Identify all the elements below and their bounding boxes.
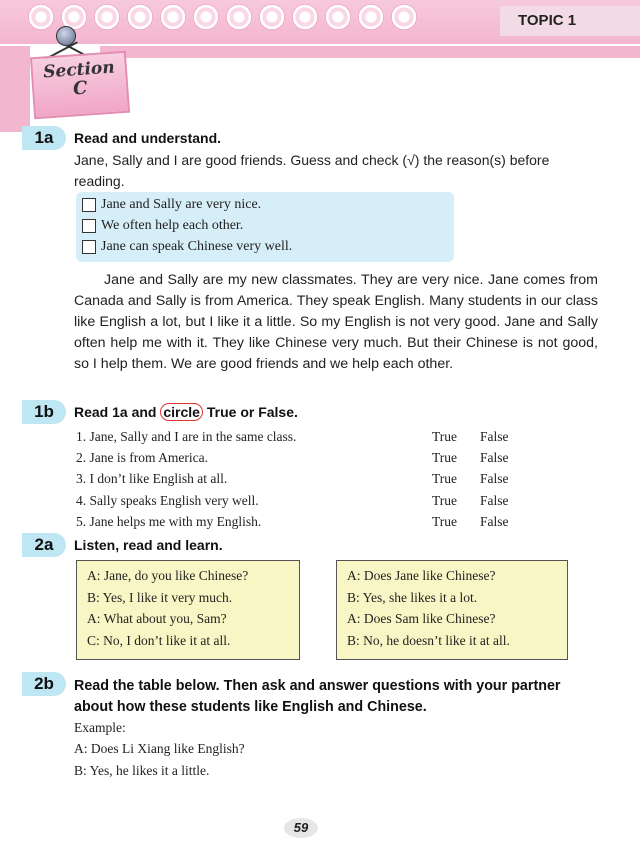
dialog-box-left [76, 560, 300, 660]
option-label: We often help each other. [101, 218, 244, 233]
circle-word: circle [160, 403, 203, 421]
checkbox-icon[interactable] [82, 219, 96, 233]
dialog-box-right [336, 560, 568, 660]
circle-decoration-icon [94, 4, 120, 30]
exercise-badge-1a: 1a [22, 126, 66, 150]
header-strip [100, 46, 640, 58]
topic-label: TOPIC 1 [500, 6, 640, 36]
true-option[interactable]: True [432, 514, 458, 529]
pushpin-icon [56, 26, 76, 46]
false-option[interactable]: False [480, 471, 509, 486]
left-edge-strip [0, 46, 30, 132]
false-option[interactable]: False [480, 429, 509, 444]
reading-passage: Jane and Sally are my new classmates. They are very nice. Jane comes from Canada and Sally is from America. They speak English. Many students in our class like English a lot, but I like it a little. So my English is not very good. Jane and Sally often help me with it. They like Chinese very much. But their Chinese is not good, so I help them. We are good friends and we help each other. [74, 272, 598, 372]
circle-decoration-icon [325, 4, 351, 30]
section-word: Section [42, 57, 116, 83]
true-option[interactable]: True [432, 450, 458, 465]
example-label: Example: [74, 720, 126, 735]
circle-decoration-icon [358, 4, 384, 30]
statement: 1. Jane, Sally and I are in the same class. [76, 429, 297, 444]
page-number: 59 [284, 818, 318, 838]
exercise-badge-2b: 2b [22, 672, 66, 696]
circle-decoration-icon [160, 4, 186, 30]
exercise-badge-1b: 1b [22, 400, 66, 424]
check-option[interactable] [82, 239, 292, 255]
statement: 5. Jane helps me with my English. [76, 514, 262, 529]
dialog-line: A: Does Jane like Chinese? [347, 568, 496, 583]
true-option[interactable]: True [432, 493, 458, 508]
section-tag [30, 51, 130, 120]
dialog-line: A: Jane, do you like Chinese? [87, 568, 249, 583]
exercise-instruction-1a: Jane, Sally and I are good friends. Guess and check (√) the reason(s) before reading. [74, 152, 550, 189]
dialog-line: B: No, he doesn’t like it at all. [347, 632, 510, 648]
example-line-a: A: Does Li Xiang like English? [74, 741, 245, 756]
circle-decoration-icon [226, 4, 252, 30]
title-text: True or False. [202, 404, 298, 420]
statement: 3. I don’t like English at all. [76, 471, 228, 486]
checkbox-icon[interactable] [82, 240, 96, 254]
false-option[interactable]: False [480, 493, 509, 508]
section-letter: C [72, 77, 89, 100]
circle-decoration-icon [292, 4, 318, 30]
option-label: Jane and Sally are very nice. [101, 197, 262, 212]
circle-decoration-icon [193, 4, 219, 30]
statement: 4. Sally speaks English very well. [76, 493, 259, 508]
exercise-title-1b [74, 404, 298, 420]
checkbox-icon[interactable] [82, 198, 96, 212]
check-option[interactable] [82, 197, 261, 213]
dialog-line: B: Yes, I like it very much. [87, 589, 233, 605]
statement: 2. Jane is from America. [76, 450, 208, 465]
true-option[interactable]: True [432, 429, 458, 444]
circle-decoration-icon [127, 4, 153, 30]
dialog-line: A: Does Sam like Chinese? [347, 611, 496, 626]
true-option[interactable]: True [432, 471, 458, 486]
circle-decoration-icon [391, 4, 417, 30]
circle-decoration-icon [259, 4, 285, 30]
decorative-circles [28, 4, 417, 30]
dialog-line: B: Yes, she likes it a lot. [347, 589, 478, 605]
false-option[interactable]: False [480, 514, 509, 529]
circle-decoration-icon [28, 4, 54, 30]
exercise-title-2b: Read the table below. Then ask and answer questions with your partner about how these students like English and Chinese. [74, 678, 561, 715]
check-option[interactable] [82, 218, 243, 234]
option-label: Jane can speak Chinese very well. [101, 239, 293, 254]
title-text: Read 1a and [74, 404, 161, 420]
exercise-title-1a: Read and understand. [74, 130, 222, 146]
dialog-line: A: What about you, Sam? [87, 611, 227, 626]
exercise-badge-2a: 2a [22, 533, 66, 557]
example-line-b: B: Yes, he likes it a little. [74, 763, 210, 778]
dialog-line: C: No, I don’t like it at all. [87, 632, 231, 648]
false-option[interactable]: False [480, 450, 509, 465]
exercise-title-2a: Listen, read and learn. [74, 537, 223, 553]
